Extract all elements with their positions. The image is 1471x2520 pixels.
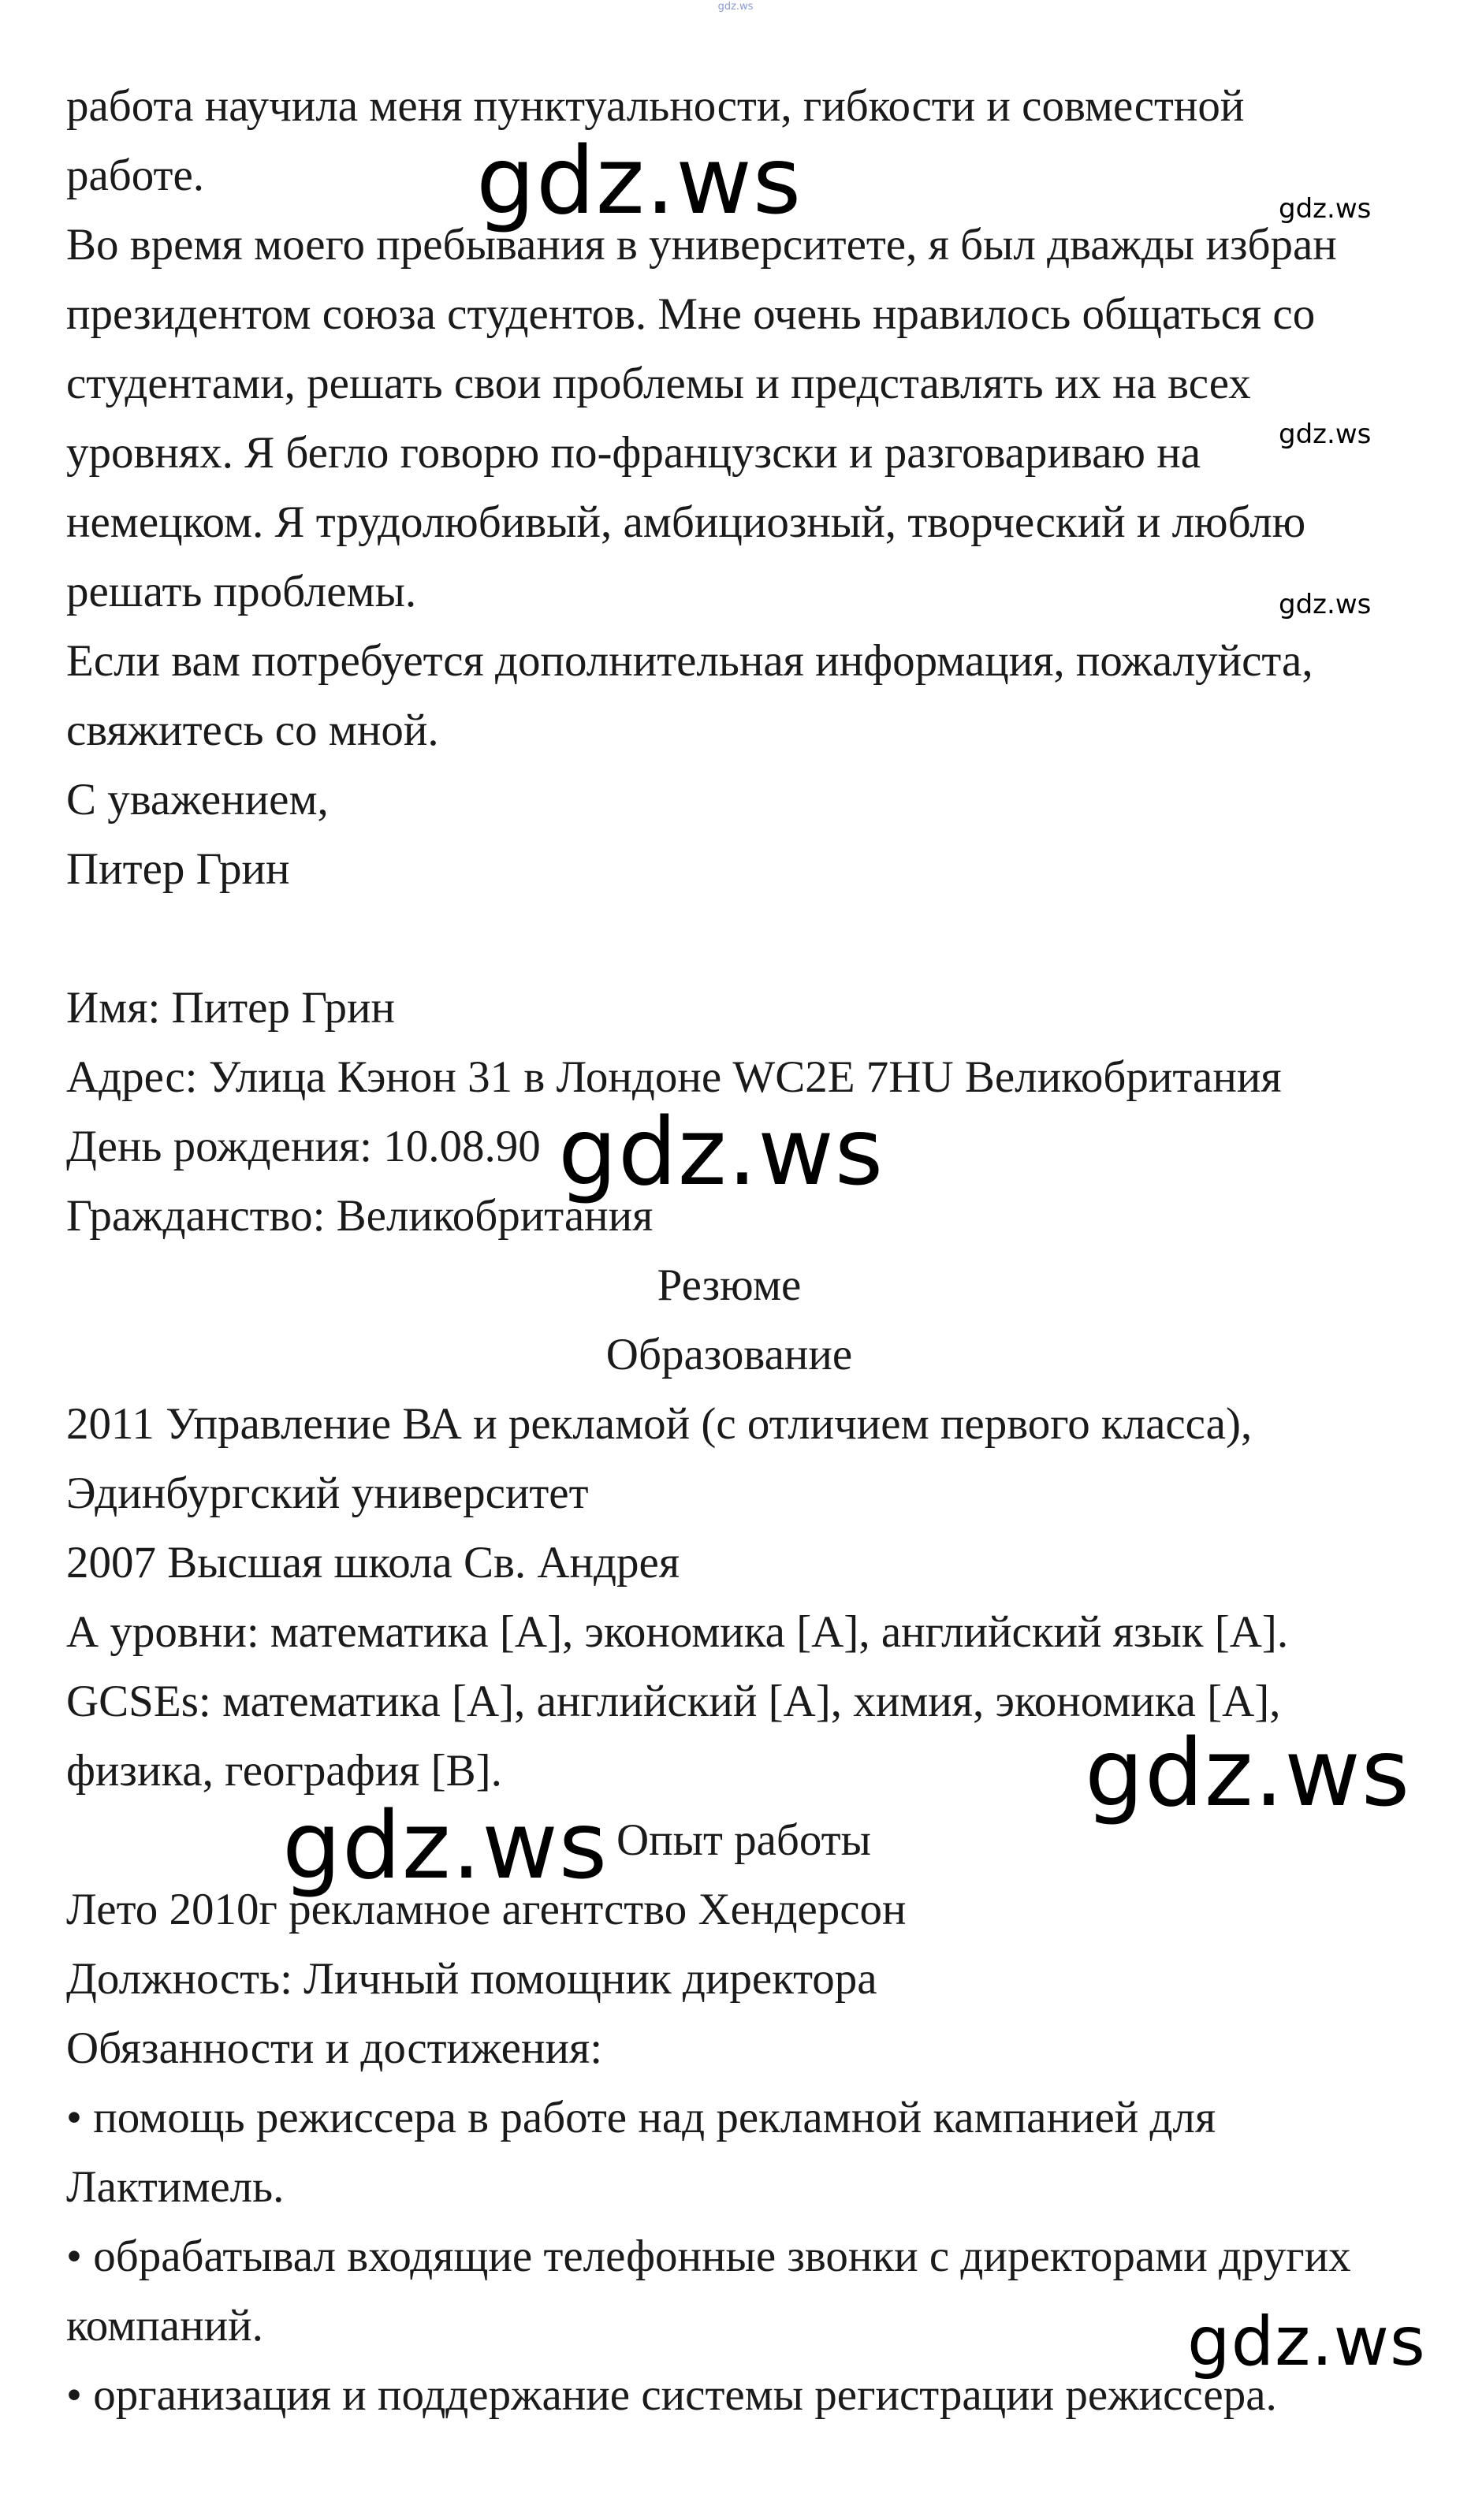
watermark-logo: gdz.ws: [282, 1791, 609, 1900]
education-line: GCSEs: математика [А], английский [А], химия, экономика [А],: [66, 1677, 1281, 1726]
letter-line: Во время моего пребывания в университете, я был дважды избран: [66, 220, 1337, 270]
experience-line: Лактимель.: [66, 2162, 285, 2212]
address-line: Адрес: Улица Кэнон 31 в Лондоне WC2E 7HU Великобритания: [66, 1052, 1282, 1102]
education-line: Эдинбургский университет: [66, 1468, 589, 1518]
letter-line: С уважением,: [66, 775, 329, 824]
letter-line: работе.: [66, 151, 205, 200]
letter-line: свяжитесь со мной.: [66, 705, 439, 755]
signature-name: Питер Грин: [66, 844, 290, 894]
education-line: физика, география [В].: [66, 1746, 502, 1796]
experience-line: компаний.: [66, 2301, 263, 2351]
letter-line: студентами, решать свои проблемы и представлять их на всех: [66, 359, 1251, 408]
resume-title: Резюме: [657, 1260, 802, 1310]
experience-line: Обязанности и достижения:: [66, 2023, 603, 2073]
citizenship-line: Гражданство: Великобритания: [66, 1191, 654, 1241]
letter-line: президентом союза студентов. Мне очень нравилось общаться со: [66, 289, 1316, 339]
letter-line: работа научила меня пунктуальности, гибкости и совместной: [66, 81, 1245, 131]
letter-line: Если вам потребуется дополнительная информация, пожалуйста,: [66, 636, 1313, 686]
letter-line: немецком. Я трудолюбивый, амбициозный, творческий и люблю: [66, 497, 1306, 547]
experience-line: Должность: Личный помощник директора: [66, 1954, 877, 2004]
watermark-small: gdz.ws: [1279, 419, 1372, 450]
education-line: 2011 Управление ВА и рекламой (с отличием первого класса),: [66, 1399, 1253, 1449]
birthday-line: День рождения: 10.08.90: [66, 1122, 541, 1171]
experience-heading: Опыт работы: [616, 1815, 871, 1865]
watermark-logo: gdz.ws: [476, 126, 803, 235]
name-line: Имя: Питер Грин: [66, 983, 396, 1033]
watermark-logo: gdz.ws: [558, 1097, 884, 1206]
experience-bullet: • помощь режиссера в работе над рекламной кампанией для: [66, 2093, 1216, 2142]
watermark-small: gdz.ws: [1279, 589, 1372, 620]
experience-bullet: • обрабатывал входящие телефонные звонки с директорами других: [66, 2232, 1351, 2281]
education-line: 2007 Высшая школа Св. Андрея: [66, 1538, 680, 1588]
top-watermark: gdz.ws: [717, 1, 754, 13]
watermark-logo: gdz.ws: [1187, 2302, 1426, 2381]
education-line: А уровни: математика [А], экономика [А], английский язык [А].: [66, 1607, 1289, 1657]
letter-line: решать проблемы.: [66, 567, 417, 616]
watermark-logo: gdz.ws: [1085, 1718, 1411, 1827]
experience-bullet: • организация и поддержание системы регистрации режиссера.: [66, 2370, 1277, 2420]
education-heading: Образование: [605, 1330, 853, 1379]
experience-line: Лето 2010г рекламное агентство Хендерсон: [66, 1885, 907, 1934]
watermark-small: gdz.ws: [1279, 193, 1372, 225]
letter-line: уровнях. Я бегло говорю по-французски и разговариваю на: [66, 428, 1201, 478]
